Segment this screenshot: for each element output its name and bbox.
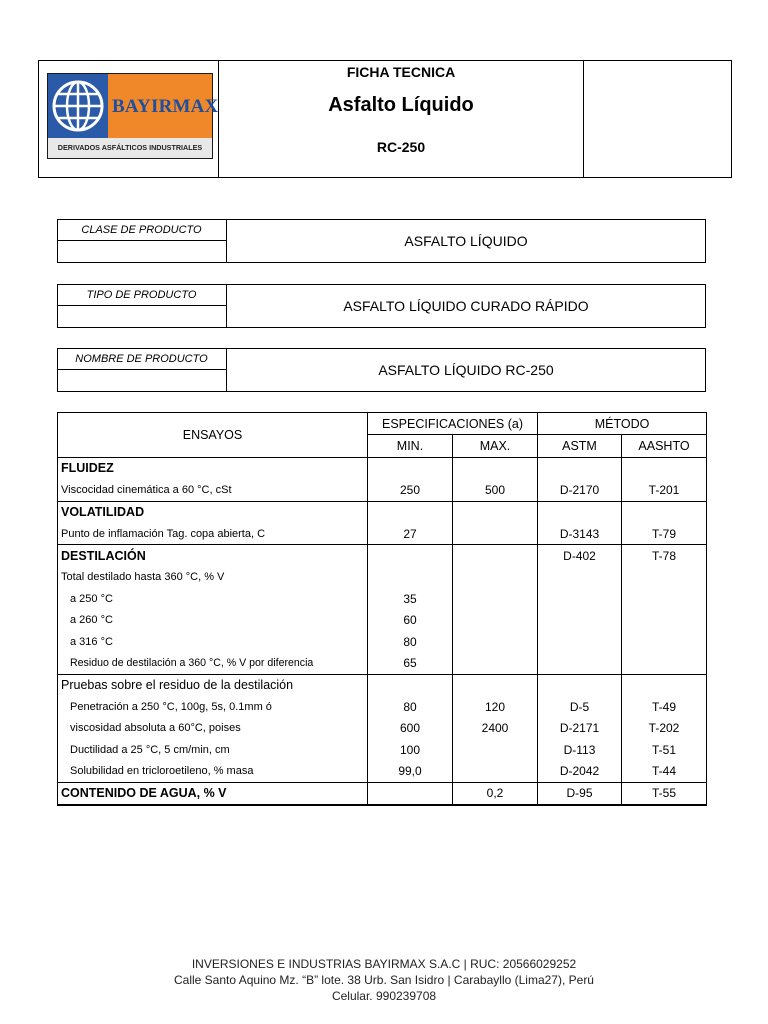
logo-globe-area <box>48 74 108 138</box>
table-row <box>58 479 707 501</box>
cell-aashto: T-202 <box>622 717 707 738</box>
document-type: FICHA TECNICA <box>346 64 456 80</box>
row-label: a 260 °C <box>58 610 368 631</box>
cell-min: 80 <box>368 696 453 717</box>
section-pruebas: Pruebas sobre el residuo de la destilación <box>58 674 368 696</box>
document-code: RC-250 <box>376 139 426 155</box>
table-row <box>58 652 707 674</box>
cell-aashto: T-201 <box>622 479 707 501</box>
row-label: Ductilidad a 25 °C, 5 cm/min, cm <box>58 739 368 760</box>
globe-icon <box>48 74 108 138</box>
cell-aashto: T-78 <box>622 545 707 567</box>
row-label: a 250 °C <box>58 588 368 609</box>
table-row <box>58 739 707 760</box>
header-metodo: MÉTODO <box>538 413 707 435</box>
cell-max <box>453 739 538 760</box>
cell-astm: D-402 <box>538 545 622 567</box>
table-row <box>58 523 707 545</box>
row-label: Penetración a 250 °C, 100g, 5s, 0.1mm ó <box>58 696 368 717</box>
logo-brand-text: BAYIRMAX <box>112 96 219 117</box>
cell-min: 600 <box>368 717 453 738</box>
row-label: Total destilado hasta 360 °C, % V <box>58 567 368 588</box>
cell-min: 35 <box>368 588 453 609</box>
header-especificaciones: ESPECIFICACIONES (a) <box>368 413 538 435</box>
table-row <box>58 588 707 609</box>
row-label: Punto de inflamación Tag. copa abierta, C <box>58 523 368 545</box>
nombre-value: ASFALTO LÍQUIDO RC-250 <box>378 362 554 378</box>
cell-min: 60 <box>368 610 453 631</box>
row-label: a 316 °C <box>58 631 368 652</box>
cell-min: 80 <box>368 631 453 652</box>
cell-astm: D-3143 <box>538 523 622 545</box>
table-row <box>58 545 707 567</box>
cell-aashto: T-49 <box>622 696 707 717</box>
cell-min <box>368 782 453 805</box>
footer-address: Calle Santo Aquino Mz. “B” lote. 38 Urb. San Isidro | Carabayllo (Lima27), Perú <box>174 973 594 987</box>
section-volatilidad: VOLATILIDAD <box>58 501 368 523</box>
nombre-label: NOMBRE DE PRODUCTO <box>57 348 227 370</box>
logo-top <box>48 74 219 138</box>
cell-astm: D-95 <box>538 782 622 805</box>
cell-max: 500 <box>453 479 538 501</box>
table-row <box>58 567 707 588</box>
cell-max: 120 <box>453 696 538 717</box>
tipo-label: TIPO DE PRODUCTO <box>57 284 227 306</box>
table-row <box>58 782 707 805</box>
cell-max <box>453 523 538 545</box>
header-divider <box>583 60 584 178</box>
cell-min: 250 <box>368 479 453 501</box>
tipo-value: ASFALTO LÍQUIDO CURADO RÁPIDO <box>343 298 589 314</box>
table-row <box>58 760 707 782</box>
row-label: viscosidad absoluta a 60°C, poises <box>58 717 368 738</box>
cell-astm: D-113 <box>538 739 622 760</box>
cell-max: 2400 <box>453 717 538 738</box>
section-agua: CONTENIDO DE AGUA, % V <box>58 782 368 805</box>
cell-aashto: T-51 <box>622 739 707 760</box>
clase-label: CLASE DE PRODUCTO <box>57 219 227 241</box>
cell-aashto: T-79 <box>622 523 707 545</box>
cell-aashto: T-44 <box>622 760 707 782</box>
cell-astm: D-2042 <box>538 760 622 782</box>
table-row <box>58 696 707 717</box>
cell-astm: D-2170 <box>538 479 622 501</box>
section-destilacion: DESTILACIÓN <box>58 545 368 567</box>
table-row <box>58 631 707 652</box>
table-row <box>58 457 707 479</box>
cell-min: 65 <box>368 652 453 674</box>
document-title: Asfalto Líquido <box>328 94 474 116</box>
logo-tagline: DERIVADOS ASFÁLTICOS INDUSTRIALES <box>48 138 212 158</box>
table-row <box>58 674 707 696</box>
footer-company: INVERSIONES E INDUSTRIAS BAYIRMAX S.A.C | RUC: 20566029252 <box>191 957 577 971</box>
table-row <box>58 501 707 523</box>
row-label: Viscocidad cinemática a 60 °C, cSt <box>58 479 368 501</box>
cell-max: 0,2 <box>453 782 538 805</box>
cell-astm: D-5 <box>538 696 622 717</box>
header-max: MAX. <box>453 435 538 457</box>
table-row <box>58 610 707 631</box>
row-label: Residuo de destilación a 360 °C, % V por diferencia <box>58 652 368 674</box>
table-header-row <box>58 413 707 435</box>
table-row <box>58 717 707 738</box>
footer-phone: Celular. 990239708 <box>331 989 437 1003</box>
cell-aashto: T-55 <box>622 782 707 805</box>
header-min: MIN. <box>368 435 453 457</box>
spec-table <box>57 412 707 806</box>
cell-max <box>453 760 538 782</box>
row-label: Solubilidad en tricloroetileno, % masa <box>58 760 368 782</box>
cell-min: 100 <box>368 739 453 760</box>
cell-astm: D-2171 <box>538 717 622 738</box>
cell-min: 99,0 <box>368 760 453 782</box>
cell-min: 27 <box>368 523 453 545</box>
clase-value: ASFALTO LÍQUIDO <box>404 233 528 249</box>
header-astm: ASTM <box>538 435 622 457</box>
section-fluidez: FLUIDEZ <box>58 457 368 479</box>
header-aashto: AASHTO <box>622 435 707 457</box>
header-ensayos: ENSAYOS <box>58 413 368 458</box>
company-logo <box>47 73 219 159</box>
footer <box>0 956 768 1004</box>
